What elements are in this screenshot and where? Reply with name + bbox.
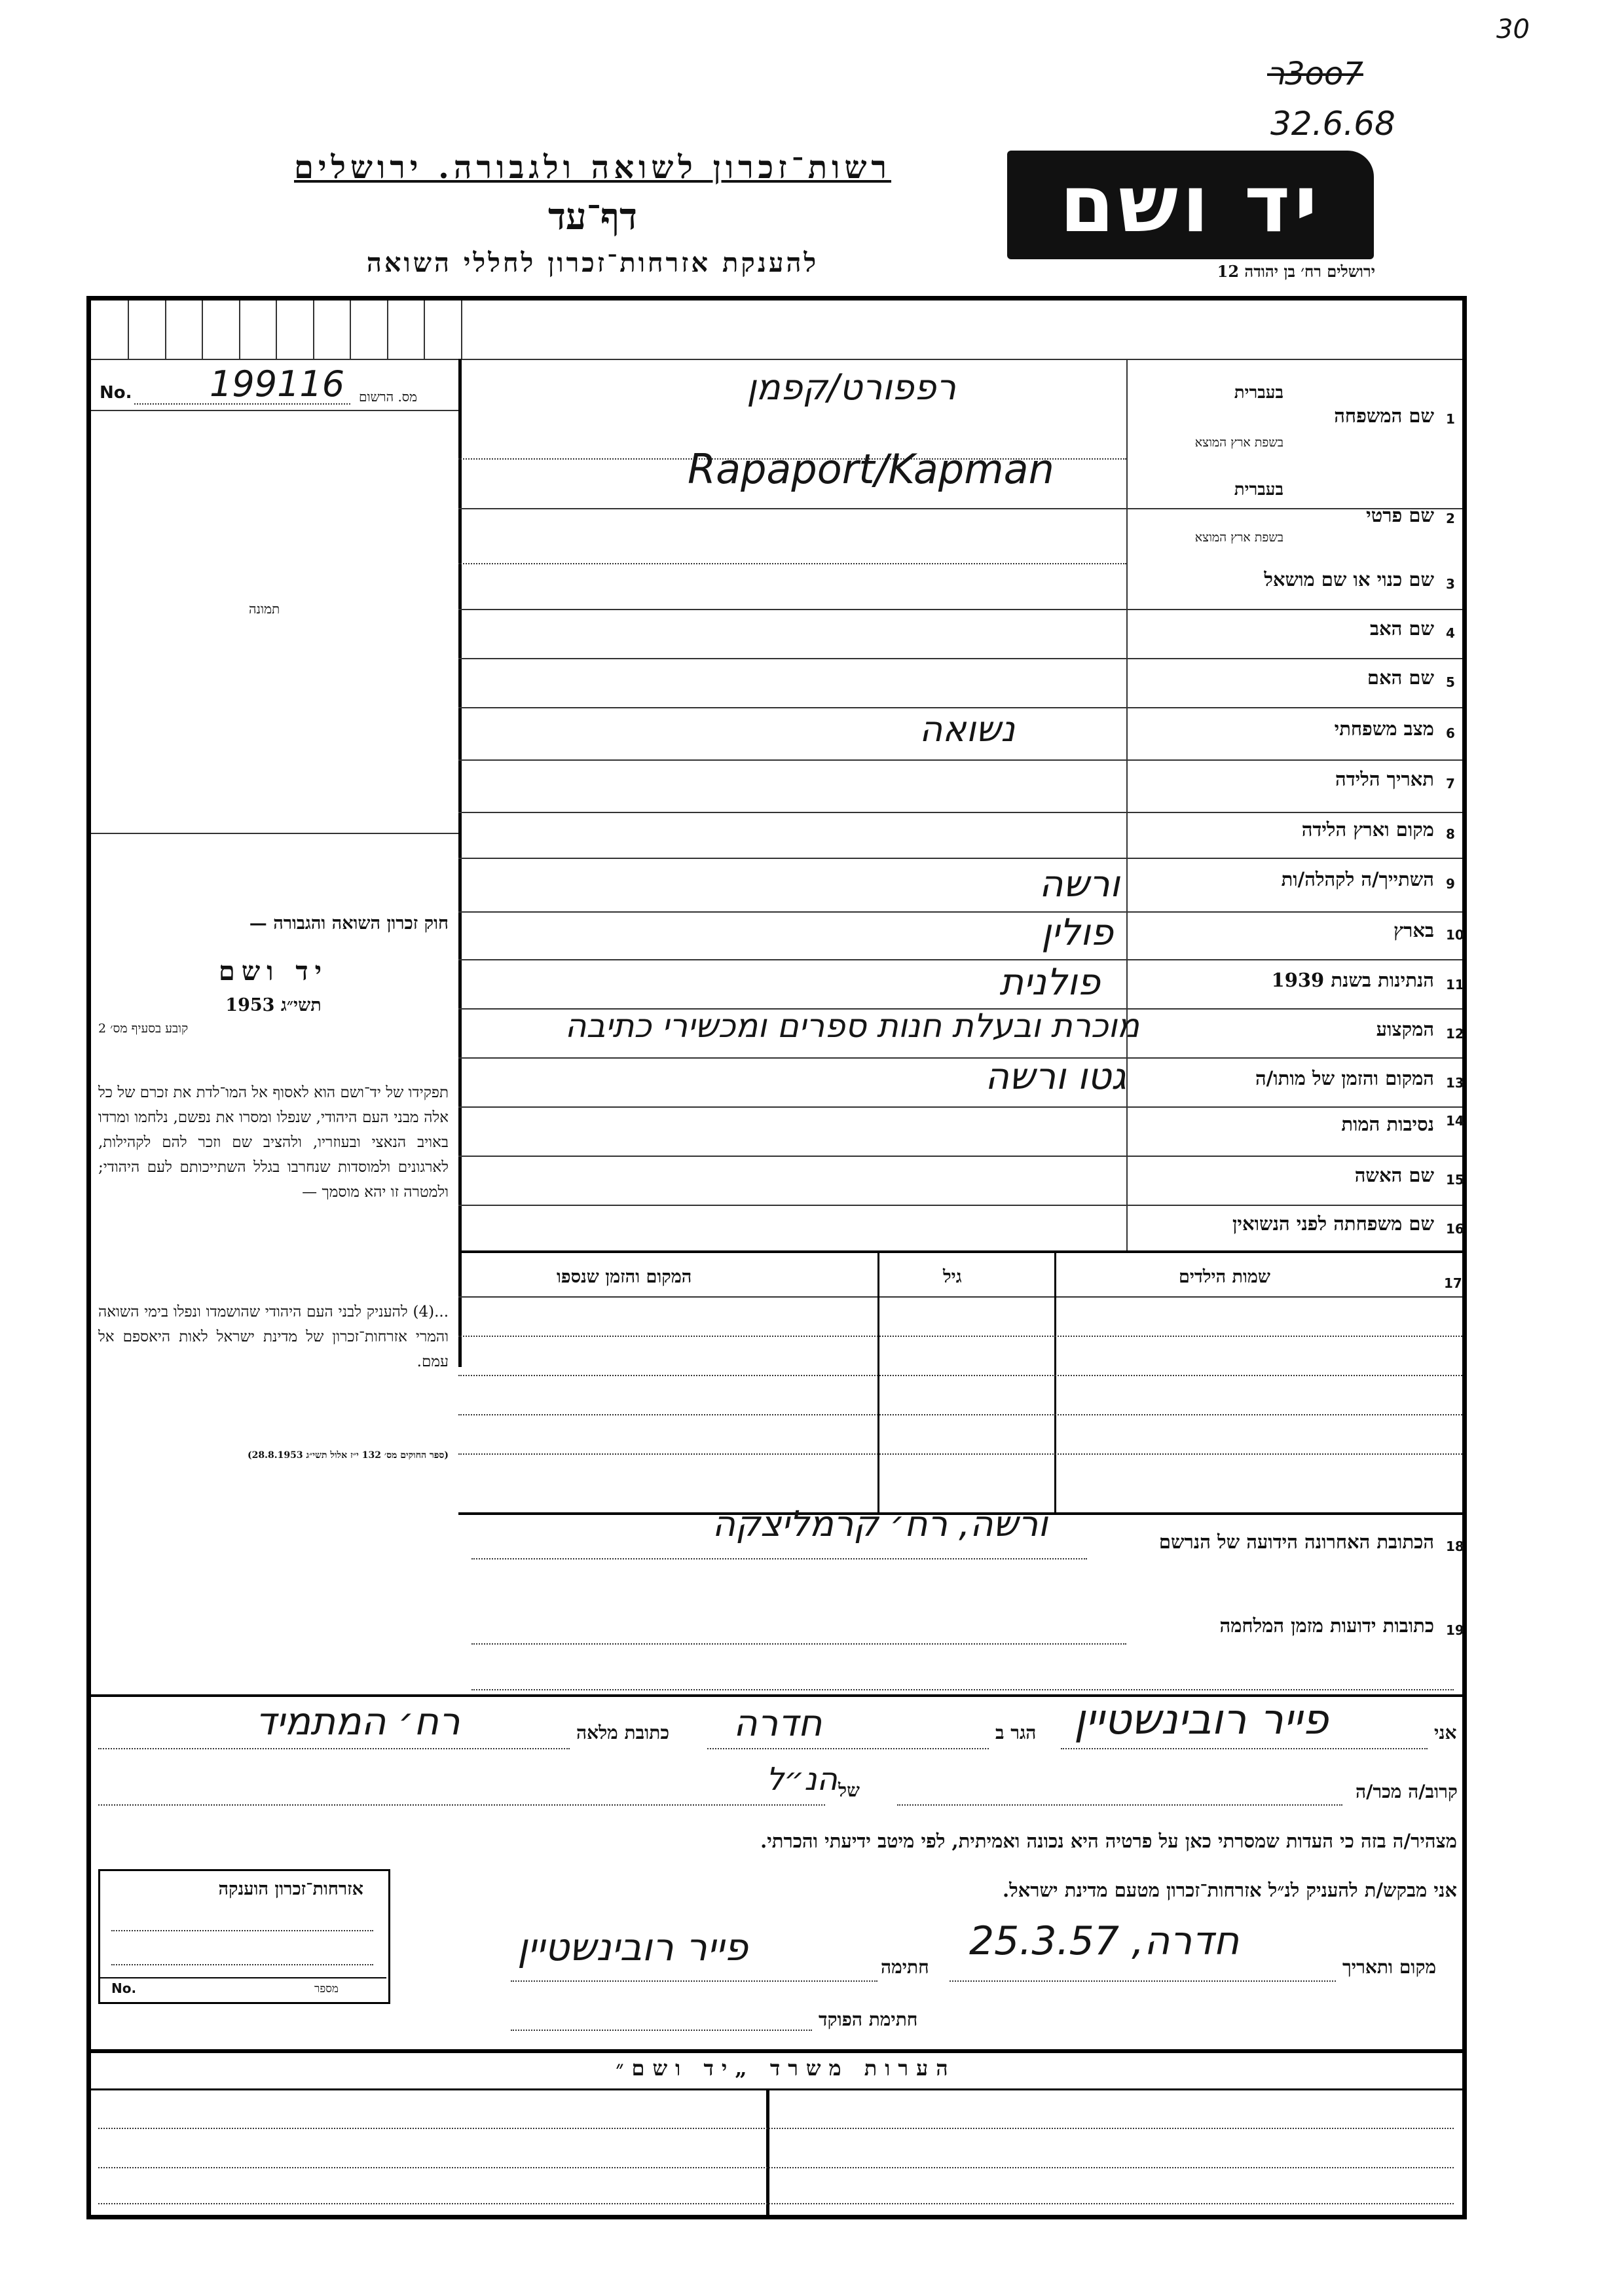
field-15-number: 15 [1446, 1172, 1464, 1188]
field-11-label: הנתינות בשנת 1939 [1271, 969, 1434, 991]
corner-note: 30 [1496, 14, 1530, 45]
residing-label: הגר ב [995, 1722, 1037, 1743]
field-7-label: תאריך הלידה [1335, 768, 1434, 790]
archive-number-old: 3oo7ר [1267, 56, 1363, 92]
field-1-value: רפפורט/קפמן [747, 367, 956, 408]
field-1-number: 1 [1446, 411, 1455, 427]
field-1-label: שם המשפחה [1334, 405, 1434, 427]
field-2-sub-origin: בשפת ארץ המוצא [1194, 530, 1283, 545]
field-12-number: 12 [1446, 1026, 1464, 1042]
field-18-number: 18 [1446, 1539, 1464, 1554]
law-paragraph-1: תפקידו של יד־ושם הוא לאסוף אל המו־לדת את זכרם של כל אלה מבני העם היהודי, שנפלו ומסרו את נפשם, נלחמו ומרדו באויב הנאצי ובעוזריו, ולהציב שם וזכר להם לקהילות, לארגונים ולמוסדות שנחרבו בגלל השתייכותם לעם היהודי; ולמטרה זו יהא מוסמך — [98, 1084, 449, 1201]
field-14-number: 14 [1446, 1113, 1464, 1129]
form-subtitle: להענקת אזרחות־זכרון לחללי השואה [366, 247, 819, 278]
field-3-number: 3 [1446, 576, 1455, 592]
registration-no-label: No. [100, 383, 132, 403]
signature-label: חתימה [881, 1956, 929, 1978]
field-12-value: מוכרת ובעלת חנות ספרים ומכשירי כתיבה [564, 1007, 1139, 1045]
field-6-value: נשואה [919, 708, 1015, 750]
field-13-value: גטו ורשה [985, 1055, 1126, 1098]
field-19-label: כתובות ידועות מזמן המלחמה [1219, 1614, 1434, 1637]
field-8-label: מקום וארץ הלידה [1301, 818, 1434, 841]
declaration-line-1: מצהיר/ה בזה כי העדות שמסרתי כאן על פרטיה היא נכונה ואמיתית, לפי מיטב ידיעתי והכרתי. [760, 1830, 1457, 1852]
field-9-value: ורשה [1039, 863, 1120, 905]
field-1-sub-hebrew: בעברית [1234, 383, 1283, 403]
citizenship-no-label: No. [111, 1980, 137, 1996]
field-9-number: 9 [1446, 876, 1455, 892]
field-4-number: 4 [1446, 625, 1455, 641]
full-address-label: כתובת מלאה [576, 1722, 670, 1743]
field-17-number: 17 [1444, 1275, 1462, 1291]
field-19-number: 19 [1446, 1622, 1464, 1638]
field-11-value: פולנית [999, 961, 1100, 1004]
citizenship-he-label: מספר [314, 1982, 339, 1995]
citizenship-box-title: אזרחות־זכרון הוענקה [218, 1879, 363, 1899]
field-1-sub-origin: בשפת ארץ המוצא [1194, 435, 1283, 450]
declarant-name: פייר רובינשטיין [1074, 1696, 1329, 1744]
registration-no-value: 199116 [210, 363, 345, 405]
declarant-city: חדרה [733, 1702, 822, 1745]
place-date-value: חדרה, 25.3.57 [969, 1918, 1240, 1964]
field-16-number: 16 [1446, 1221, 1464, 1237]
declaration-line-2: אני מבקש/ת להעניק לנ״ל אזרחות־זכרון מטעם מדינת ישראל. [1003, 1879, 1457, 1901]
org-name: רשות־זכרון לשואה ולגבורה. ירושלים [293, 149, 892, 186]
law-ref: קובע בסעיף מס׳ 2 [98, 1021, 189, 1036]
children-place-header: המקום והזמן שנספו [557, 1267, 692, 1287]
field-9-label: השתייך/ה לקהלה/ות [1281, 868, 1434, 890]
yad-vashem-logo: יד ושם [1007, 151, 1374, 259]
field-14-label: נסיבות המות [1341, 1113, 1434, 1135]
archive-number: 32.6.68 [1270, 105, 1395, 143]
logo-address: ירושלים רח׳ בן יהודה 12 [1217, 262, 1375, 281]
field-5-label: שם האם [1367, 666, 1434, 689]
law-citation: (ספר החוקים מס׳ 132 י״ז אלול תשי״ג 28.8.1953) [248, 1450, 449, 1461]
field-6-label: מצב משפחתי [1334, 718, 1434, 740]
field-6-number: 6 [1446, 725, 1455, 741]
law-name: יד ושם [218, 956, 329, 987]
officer-signature-label: חתימת הפוקד [819, 2009, 918, 2030]
relative-label: קרוב/ה מכר/ה [1356, 1781, 1458, 1802]
law-paragraph-2: ...(4) להעניק לבני העם היהודי שהושמדו ונפלו בימי השואה והמרי אזרחות־זכרון של מדינת ישראל לאות היאספם אל עמם. [98, 1303, 449, 1370]
field-2-sub-hebrew: בעברית [1234, 480, 1283, 500]
field-13-label: המקום והזמן של מותו/ה [1255, 1067, 1434, 1089]
field-1-value-origin: Rapaport/Kapman [688, 445, 1054, 493]
field-11-number: 11 [1446, 977, 1464, 993]
declarant-full-address: רח׳ המתמיד [255, 1699, 460, 1743]
registration-he-label: מס. הרשום [359, 389, 418, 405]
declaration-ani: אני [1434, 1722, 1457, 1743]
field-18-label: הכתובת האחרונה הידועה של הנרשם [1158, 1531, 1434, 1553]
declarant-signature: פייר רובינשטיין [517, 1925, 748, 1969]
field-4-label: שם האב [1369, 617, 1434, 640]
field-2-label: שם פרטי [1366, 504, 1434, 526]
field-10-label: בארץ [1393, 919, 1434, 941]
field-2-number: 2 [1446, 511, 1455, 526]
field-16-label: שם משפחתה לפני הנשואין [1232, 1212, 1434, 1235]
field-5-number: 5 [1446, 674, 1455, 690]
field-18-value: ורשה, רח׳ קרמליצקה [712, 1503, 1048, 1544]
children-names-header: שמות הילדים [1179, 1267, 1271, 1287]
form-title: דף־עד [547, 195, 637, 238]
field-8-number: 8 [1446, 826, 1455, 842]
relation-value: הנ״ל [766, 1761, 838, 1798]
children-age-header: גיל [943, 1267, 962, 1287]
of-label: של [838, 1779, 860, 1801]
field-12-label: המקצוע [1376, 1018, 1434, 1040]
field-7-number: 7 [1446, 776, 1455, 792]
field-15-label: שם האשה [1354, 1164, 1434, 1186]
field-3-label: שם כנוי או שם מושאל [1264, 568, 1434, 591]
field-10-value: פולין [1041, 911, 1113, 954]
place-date-label: מקום ותאריך [1342, 1956, 1437, 1978]
office-remarks-title: הערות משרד „יד ושם״ [616, 2056, 956, 2081]
field-13-number: 13 [1446, 1075, 1464, 1091]
law-title: חוק זכרון השואה והגבורה — [249, 913, 449, 934]
field-10-number: 10 [1446, 927, 1464, 943]
photo-label: תמונה [249, 601, 280, 617]
law-year: תשי״ג 1953 [225, 995, 322, 1015]
